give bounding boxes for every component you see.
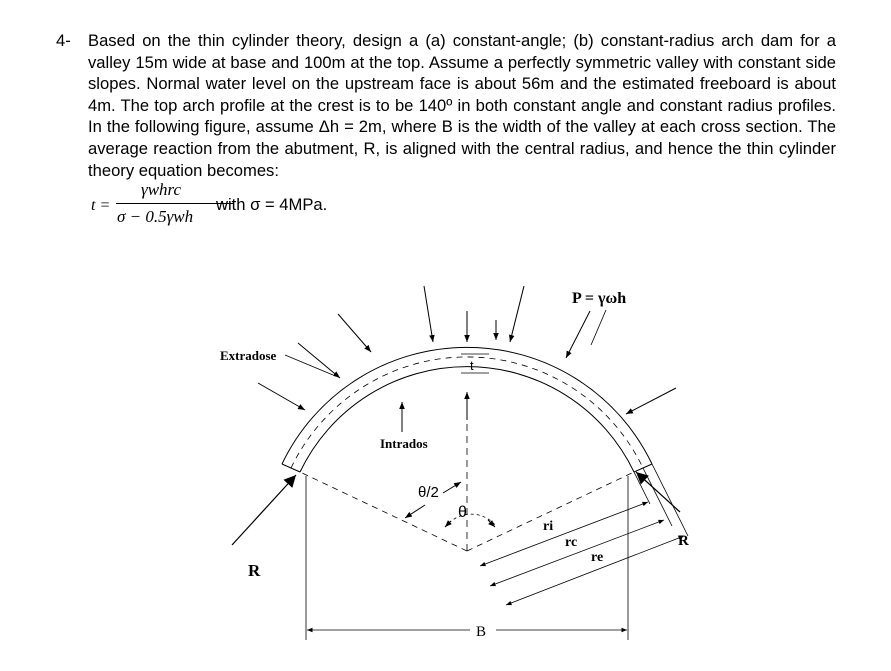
extradose-leader [285, 355, 333, 375]
right-reaction-arrow [636, 472, 680, 512]
pressure-arrow [626, 388, 676, 414]
pressure-arrow [298, 343, 340, 378]
pressure-arrow [510, 286, 524, 342]
pressure-arrow [566, 311, 590, 358]
angle-arc [449, 514, 496, 526]
pressure-arrow [258, 383, 305, 410]
left-end-cap [282, 464, 300, 472]
thickness-label: t [470, 358, 474, 373]
rc-label: rc [565, 535, 578, 550]
re-extension [652, 464, 688, 536]
problem-text: Based on the thin cylinder theory, design a (a) constant-angle; (b) constant-radius arch dam for a valley 15m wide at base and 100m at the top. Assume a perfectly symmetric valley with constant side slopes. Normal water level on the upstream face is about 56m and the estimated freeboard is about 4m. The top arch profile at the crest is to be 140º in both constant angle and constant radius profiles. In the following figure, assume Δh = 2m, where B is the width of the valley at each cross section. The average reaction from the abutment, R, is aligned with the central radius, and hence the thin cylinder theory equation becomes: [88, 31, 836, 180]
formula-numerator: γwhrc [141, 180, 182, 199]
pressure-arrow [424, 286, 433, 342]
formula-denominator: σ − 0.5γwh [117, 207, 194, 226]
formula-lhs: t = [91, 197, 111, 214]
radius-dimensions [480, 464, 688, 605]
re-label: re [591, 550, 604, 565]
intrados-label: Intrados [380, 436, 428, 451]
extradose-label: Extradose [220, 348, 277, 363]
half-angle-label: θ/2 [418, 484, 439, 501]
ri-dimension [480, 502, 648, 566]
half-angle-arrow [443, 482, 461, 493]
angle-arrow-left [445, 521, 451, 527]
width-label: B [476, 624, 487, 640]
half-angle-arrow [405, 505, 425, 518]
problem-number: 4- [56, 31, 71, 50]
ri-label: ri [543, 519, 554, 534]
pressure-leader [591, 310, 606, 345]
pressure-label: P = γωh [572, 290, 627, 307]
formula-condition: with σ = 4MPa. [216, 195, 328, 214]
left-reaction-label: R [248, 561, 261, 580]
pressure-arrow [338, 314, 371, 352]
angle-label: θ [458, 504, 467, 521]
left-radius-line [300, 472, 467, 551]
left-reaction-arrow [232, 475, 296, 545]
rc-extension [643, 468, 672, 526]
rc-dimension [490, 520, 664, 586]
right-reaction-label: R [678, 533, 689, 549]
